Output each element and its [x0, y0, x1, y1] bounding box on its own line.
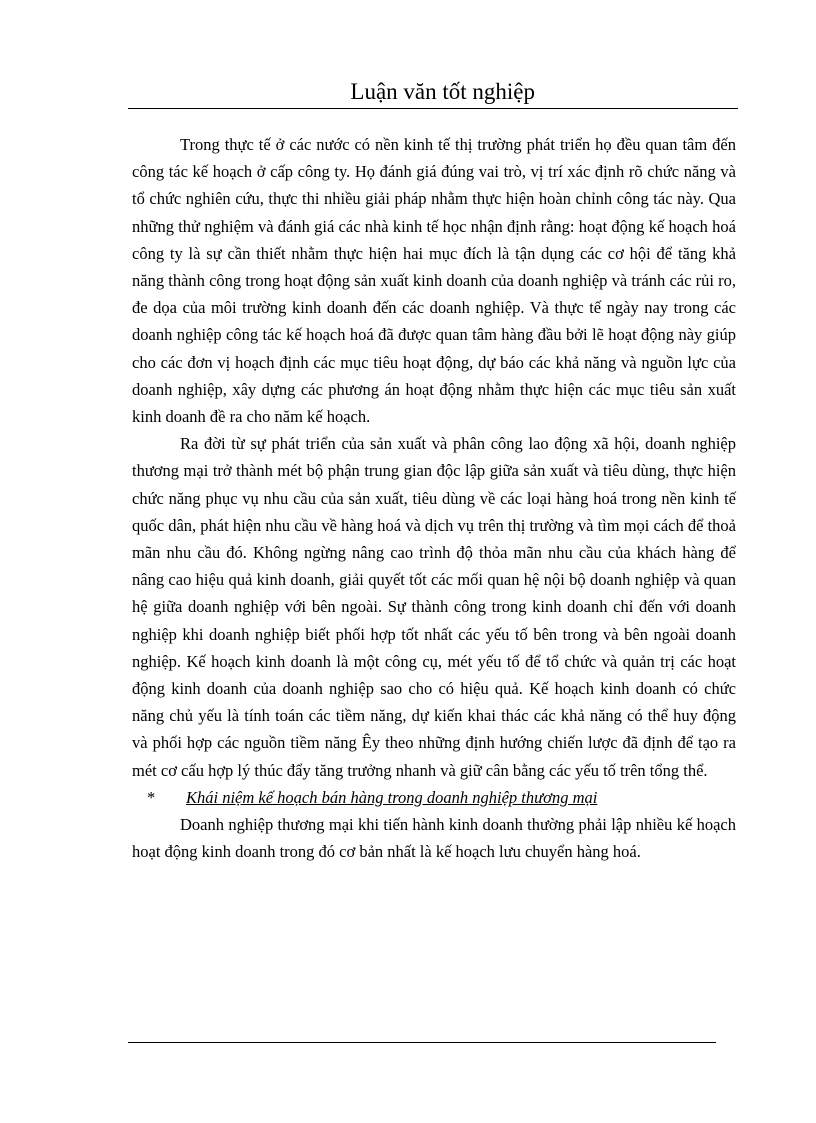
document-body [132, 131, 736, 865]
page-header [128, 76, 738, 109]
section-heading-text: Khái niệm kế hoạch bán hàng trong doanh nghiệp thương mại [186, 787, 598, 807]
section-heading [132, 784, 736, 811]
page-header-title: Luận văn tốt nghiệp [350, 79, 535, 104]
paragraph-1: Trong thực tế ở các nước có nền kinh tế thị trường phát triển họ đều quan tâm đến công tác kế hoạch ở cấp công ty. Họ đánh giá đúng vai trò, vị trí xác định rõ chức năng và tổ chức nghiên cứu, thực thi nhiều giải pháp nhằm thực hiện hoàn chỉnh công tác này. Qua những thử nghiệm và đánh giá các nhà kinh tế học nhận định rằng: hoạt động kế hoạch hoá công ty là sự cần thiết nhằm thực hiện hai mục đích là tận dụng các cơ hội để tăng khả năng thành công trong hoạt động sản xuất kinh doanh của doanh nghiệp và tránh các rủi ro, đe dọa của môi trường kinh doanh đến các doanh nghiệp. Và thực tế ngày nay trong các doanh nghiệp công tác kế hoạch hoá đã được quan tâm hàng đầu bởi lẽ hoạt động này giúp cho các đơn vị hoạch định các mục tiêu hoạt động, dự báo các khả năng và nguồn lực của doanh nghiệp, xây dựng các phương án hoạt động nhằm thực hiện các mục tiêu sản xuất kinh doanh đề ra cho năm kế hoạch. [132, 135, 736, 427]
paragraph-3: Doanh nghiệp thương mại khi tiến hành kinh doanh thường phải lập nhiều kế hoạch hoạt động kinh doanh trong đó cơ bản nhất là kế hoạch lưu chuyển hàng hoá. [132, 815, 736, 862]
bullet-asterisk-icon: * [147, 787, 156, 807]
footer-divider [128, 1042, 716, 1043]
paragraph-2: Ra đời từ sự phát triển của sản xuất và phân công lao động xã hội, doanh nghiệp thương mại trở thành mét bộ phận trung gian độc lập giữa sản xuất và tiêu dùng, thực hiện chức năng phục vụ nhu cầu của sản xuất, tiêu dùng về các loại hàng hoá trong nền kinh tế quốc dân, phát hiện nhu cầu về hàng hoá và dịch vụ trên thị trường và tìm mọi cách để thoả mãn nhu cầu đó. Không ngừng nâng cao trình độ thỏa mãn nhu cầu của khách hàng để nâng cao hiệu quả kinh doanh, giải quyết tốt các mối quan hệ nội bộ doanh nghiệp và quan hệ giữa doanh nghiệp với bên ngoài. Sự thành công trong kinh doanh chỉ đến với doanh nghiệp khi doanh nghiệp biết phối hợp tốt nhất các yếu tố bên trong và bên ngoài doanh nghiệp. Kế hoạch kinh doanh là một công cụ, mét yếu tố để tổ chức và quản trị các hoạt động kinh doanh của doanh nghiệp sao cho có hiệu quả. Kế hoạch kinh doanh có chức năng chủ yếu là tính toán các tiềm năng, dự kiến khai thác các khả năng có thể huy động và phối hợp các nguồn tiềm năng Êy theo những định hướng chiến lược đã định để tạo ra mét cơ cấu hợp lý thúc đẩy tăng trưởng nhanh và giữ cân bằng các yếu tố trên tổng thể. [132, 434, 736, 780]
